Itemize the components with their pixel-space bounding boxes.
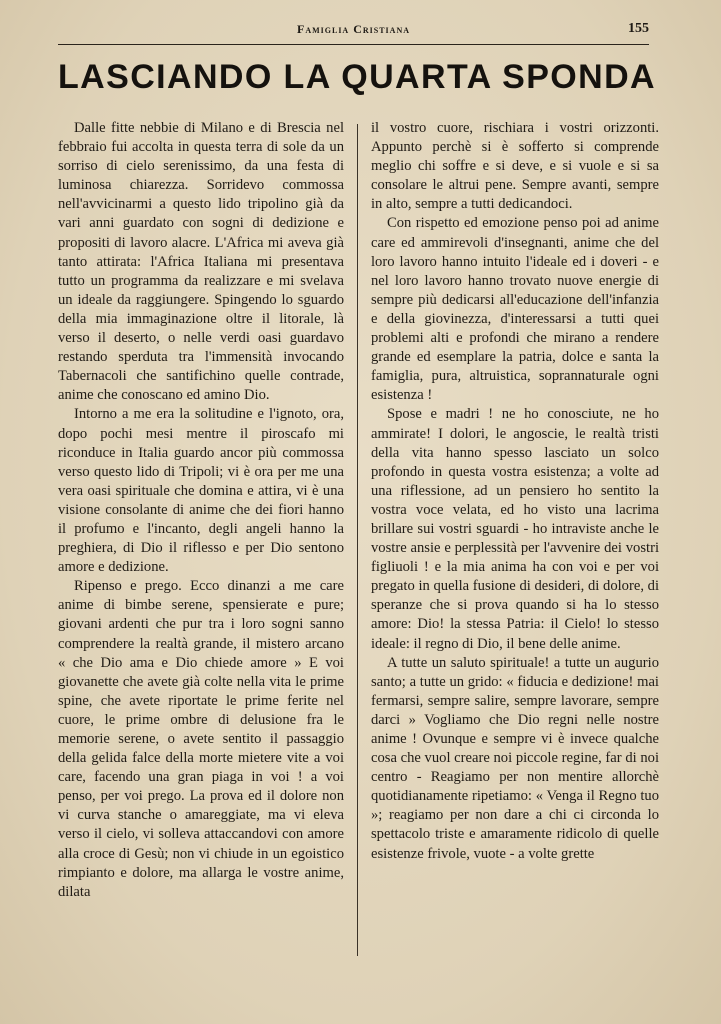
paragraph: A tutte un saluto spirituale! a tutte un augurio santo; a tutte un grido: « fiducia e dedizione! mai fermarsi, sempre salire, sempre lavorare, sempre darci » Vogliamo che Dio regni nelle nostre anime ! Ovunque e sempre vi è invece qualche cosa che vuol creare noi piccole regine, far di noi centro - Reagiamo per non mentire allorchè quotidianamente ripetiamo: « Venga il Regno tuo »; reagiamo per non dare a chi ci circonda lo spettacolo triste e amaramente ridicolo di quelle esistenze frivole, vuote - a volte grette	[371, 654, 659, 862]
paragraph: Spose e madri ! ne ho conosciute, ne ho ammirate! I dolori, le angoscie, le realtà tristi della vita hanno spesso lasciato un solco profondo in questa vostra esistenza; a volte ad una riflessione, ad un pensiero ho sentito la vostra voce velata, ed ho visto una lacrima brillare sui vostri sguardi - ho intraviste anche le vostre ansie e perplessità per l'avvenire dei vostri figliuoli ! e la mia anima ha con voi e per voi pregato in quella fusione di desideri, di dolore, di speranze che si prova quando si ha lo stesso amore: Dio! la stessa Patria: il Cielo! lo stesso ideale: il regno di Dio, il bene delle anime.	[371, 406, 659, 652]
running-header	[58, 20, 649, 45]
paragraph: Dalle fitte nebbie di Milano e di Brescia nel febbraio fui accolta in questa terra di sole da un sorriso di cielo serenissimo, da una festa di luminosa chiarezza. Sorridevo commossa nell'avvicinarmi a questo lido tripolino già da vari anni guardato con sogni di dedizione e propositi di lavoro alacre. L'Africa mi aveva già tanto attirata: l'Africa Italiana mi presentava tutto un programma da realizzare e mi svelava un ideale da raggiungere. Spingendo lo sguardo della mia immaginazione oltre il litorale, là verso il deserto, o nelle verdi oasi guardavo restando sperduta tra l'immensità invocando Tabernacoli che santifichino quelle contrade, anime che conoscano ed amino Dio.	[58, 120, 344, 404]
page-number: 155	[628, 21, 649, 36]
column-divider	[357, 124, 358, 956]
paragraph: il vostro cuore, rischiara i vostri orizzonti. Appunto perchè si è sofferto si comprende meglio chi soffre e si deve, e si vuole e si sa consolare le altrui pene. Sempre avanti, sempre in alto, sempre a tutti dedicandoci.	[371, 120, 659, 213]
article-title: LASCIANDO LA QUARTA SPONDA	[58, 58, 657, 96]
left-column	[58, 119, 344, 902]
journal-name: Famiglia Cristiana	[296, 22, 410, 36]
paragraph: Ripenso e prego. Ecco dinanzi a me care anime di bimbe serene, spensierate e pure; giovani ardenti che pur tra i loro sogni sanno comprendere la realtà grande, il mistero arcano « che Dio ama e Dio chiede amore » E voi giovanette che avete già colte nella vita le prime spine, che avete riportate le prime ferite nel cuore, le prime ombre di delusione fra le memorie serene, o avete sentito il passaggio della gelida falce della morte mietere vite a voi care, facendo una gran piaga in voi ! a voi penso, per voi prego. La prova ed il dolore non vi curva stanche o amareggiate, ma vi eleva verso il cielo, vi solleva attaccandovi con amore alla croce di Gesù; non vi chiude in un egoistico rimpianto e dolore, ma allarga le vostre anime, dilata	[58, 578, 344, 900]
paragraph: Con rispetto ed emozione penso poi ad anime care ed ammirevoli d'insegnanti, anime che del loro lavoro hanno intuito l'ideale ed i doveri - e nel loro lavoro hanno trovato nuove energie di sempre più dedicarsi all'educazione dell'infanzia e della giovinezza, d'interessarsi a tutti quei problemi alti e profondi che mirano a rendere grande ed esemplare la patria, dolce e santa la famiglia, pura, altruistica, soprannaturale ogni esistenza !	[371, 215, 659, 404]
paragraph: Intorno a me era la solitudine e l'ignoto, ora, dopo pochi mesi mentre il piroscafo mi riconduce in Italia guardo ancor più commossa verso questo lido di Tripoli; vi è ora per me una vera oasi spirituale che domina e attira, vi è una visione consolante di anime che dei fiori hanno il profumo e l'incanto, degli angeli hanno la preghiera, di Dio il riflesso e per Dio sentono amore e dedizione.	[58, 406, 344, 576]
right-column	[371, 119, 659, 864]
